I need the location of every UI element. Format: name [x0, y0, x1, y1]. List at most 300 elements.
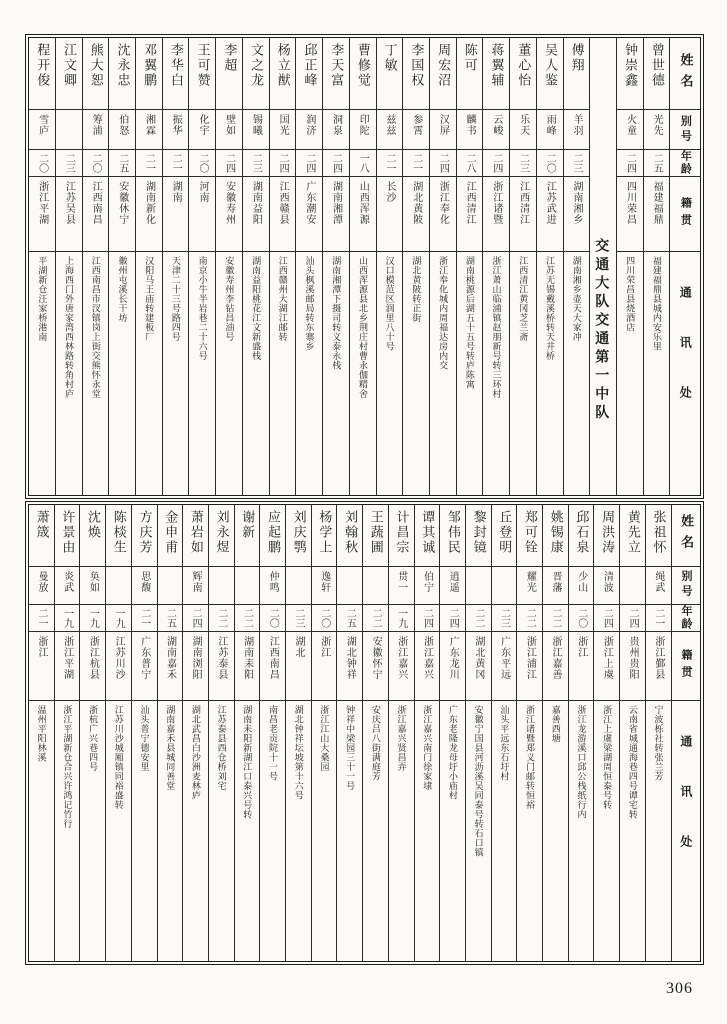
field-header-column: [669, 38, 700, 495]
person-name-cell: [83, 38, 109, 110]
person-alias-cell: [132, 567, 157, 605]
person-address-cell: [466, 701, 491, 962]
person-age-cell: [270, 150, 296, 177]
person-column: [376, 38, 403, 495]
header-contact-label-cell: [672, 701, 700, 962]
person-name-cell: [646, 505, 671, 567]
person-name: 刘翰秋: [343, 509, 359, 555]
person-column: [536, 38, 563, 495]
person-alias: 化宇: [196, 114, 208, 136]
person-address: 天津二十三号路四号: [170, 256, 181, 342]
person-origin-cell: [510, 177, 536, 252]
person-origin-cell: [163, 177, 189, 252]
person-alias-cell: [243, 110, 269, 150]
person-address-cell: [564, 252, 590, 495]
person-alias-cell: [56, 110, 82, 150]
person-alias: 少山: [575, 570, 587, 593]
person-column: [619, 505, 645, 962]
person-origin: 安徽怀宁: [370, 635, 382, 680]
person-name-cell: [189, 38, 215, 110]
person-age-cell: [216, 150, 242, 177]
person-origin: 湖南耒阳: [241, 635, 253, 680]
person-address: 湖北钟祥坛坡第十六号: [293, 704, 304, 800]
person-age: 二四: [624, 153, 636, 173]
person-age: 二五: [116, 153, 128, 173]
person-address: 嘉善西塘: [550, 704, 561, 743]
person-name-cell: [569, 505, 594, 567]
person-address: 南京小牛半岩巷二十六号: [197, 256, 208, 361]
person-name: 姚锡康: [548, 509, 564, 555]
person-age: 二二: [550, 607, 562, 628]
person-column: [482, 38, 509, 495]
person-origin: 湖北钟祥: [344, 635, 356, 680]
person-age-cell: [617, 150, 643, 177]
person-origin-cell: [350, 177, 376, 252]
person-alias-cell: [415, 567, 440, 605]
person-origin-cell: [312, 632, 337, 701]
person-column: [349, 38, 376, 495]
person-column: [563, 38, 590, 495]
person-alias-cell: [136, 110, 162, 150]
person-name-cell: [517, 505, 542, 567]
person-address-cell: [620, 701, 645, 962]
person-name: 邱石泉: [574, 509, 590, 555]
person-name: 程开俊: [35, 43, 51, 88]
person-alias-cell: [377, 110, 403, 150]
person-alias-cell: [29, 110, 55, 150]
person-age-cell: [594, 605, 619, 632]
person-age-cell: [132, 605, 157, 632]
person-address: 汕头平远东石圩村: [499, 704, 510, 781]
person-origin-cell: [537, 177, 563, 252]
person-name-cell: [415, 505, 440, 567]
person-origin: 湖南浏阳: [190, 635, 202, 680]
person-alias: 印陀: [357, 114, 369, 136]
person-age-cell: [517, 605, 542, 632]
person-column: [643, 38, 670, 495]
person-address: 江西清江黄冈芝兰斋: [518, 256, 529, 342]
person-age: 一九: [87, 607, 99, 628]
person-name: 谭其诚: [420, 509, 436, 555]
header-origin-label: 籍贯: [679, 648, 692, 683]
person-name-cell: [617, 38, 643, 110]
person-origin-cell: [260, 632, 285, 701]
header-age-label-cell: [672, 605, 700, 632]
person-origin-cell: [620, 632, 645, 701]
person-origin-cell: [492, 632, 517, 701]
person-address-cell: [510, 252, 536, 495]
person-name: 李国权: [409, 43, 425, 88]
person-origin-cell: [564, 177, 590, 252]
person-name: 李华白: [168, 43, 184, 88]
person-origin: 四川荣昌: [624, 181, 636, 225]
person-column: [388, 505, 414, 962]
person-origin-cell: [132, 632, 157, 701]
section-title: 交通大队交通第一中队: [593, 237, 609, 423]
person-origin: 福建福鼎: [651, 181, 663, 225]
person-age-cell: [312, 605, 337, 632]
person-origin-cell: [189, 177, 215, 252]
person-origin: 湖南新化: [143, 181, 155, 225]
person-name: 郑可铨: [523, 509, 538, 555]
header-alias-label-cell: [672, 567, 700, 605]
person-alias: 锡曦: [250, 114, 262, 136]
person-origin-cell: [517, 632, 542, 701]
person-name-cell: [644, 38, 670, 110]
person-origin: 浙江: [35, 635, 47, 658]
person-origin: 浙江: [318, 635, 330, 658]
person-column: [516, 505, 542, 962]
person-age-cell: [286, 605, 311, 632]
person-name-cell: [457, 38, 483, 110]
person-age: 二一: [410, 153, 422, 173]
person-name-cell: [29, 38, 55, 110]
person-address-cell: [543, 701, 568, 962]
person-name-cell: [56, 38, 82, 110]
person-origin-cell: [483, 177, 509, 252]
person-origin: 浙江嘉善: [550, 635, 562, 680]
person-column: [491, 505, 517, 962]
person-origin: 浙江上虞: [601, 635, 613, 680]
person-origin-cell: [80, 632, 105, 701]
person-alias: 国光: [277, 114, 289, 136]
person-name: 萧岩如: [188, 509, 204, 555]
person-origin-cell: [183, 632, 208, 701]
person-alias-cell: [163, 110, 189, 150]
person-name: 金申甫: [163, 509, 179, 555]
person-alias: 雪庐: [36, 114, 48, 136]
person-origin: 浙江浦江: [524, 635, 536, 680]
person-address-cell: [389, 701, 414, 962]
person-name-cell: [29, 505, 54, 567]
header-age-label: 年龄: [679, 604, 692, 631]
person-alias-cell: [337, 567, 362, 605]
person-address-cell: [594, 701, 619, 962]
person-alias-cell: [644, 110, 670, 150]
person-age: 二二: [241, 607, 253, 628]
person-alias-cell: [296, 110, 322, 150]
header-origin-label: 籍贯: [679, 197, 692, 231]
person-address-cell: [646, 701, 671, 962]
person-age-cell: [243, 150, 269, 177]
person-alias-cell: [466, 567, 491, 605]
person-name-cell: [80, 505, 105, 567]
person-alias-cell: [270, 110, 296, 150]
person-address-cell: [430, 252, 456, 495]
person-column: [456, 38, 483, 495]
person-address: 江苏川沙城厢镇同裕盛转: [113, 704, 124, 809]
person-name: 董心怡: [516, 43, 532, 88]
person-age-cell: [29, 150, 55, 177]
person-address: 浙江嘉兴贤昌弄: [396, 704, 407, 771]
person-age-cell: [323, 150, 349, 177]
person-address-cell: [403, 252, 429, 495]
person-alias-cell: [537, 110, 563, 150]
person-age-cell: [209, 605, 234, 632]
person-origin: 浙江诸暨: [490, 181, 502, 225]
person-column: [336, 505, 362, 962]
person-age: 二三: [517, 153, 529, 173]
person-age-cell: [403, 150, 429, 177]
person-column: [259, 505, 285, 962]
person-name: 谢新: [240, 509, 256, 540]
person-alias: 洞泉: [330, 114, 342, 136]
person-origin-cell: [377, 177, 403, 252]
person-alias: 麟书: [464, 114, 476, 136]
person-name-cell: [132, 505, 157, 567]
person-address: 浙江萧山临浦镇赵朋新号转三环村: [491, 256, 502, 399]
person-age-cell: [106, 605, 131, 632]
person-origin: 安徽休宁: [116, 181, 128, 225]
person-name: 陈可: [462, 43, 478, 73]
person-origin-cell: [617, 177, 643, 252]
person-name: 王蔬圃: [368, 509, 384, 555]
person-origin: 江西南昌: [267, 635, 279, 680]
header-age-label: 年龄: [679, 150, 692, 176]
person-age-cell: [537, 150, 563, 177]
person-address-cell: [312, 701, 337, 962]
person-age-cell: [55, 605, 80, 632]
person-address-cell: [286, 701, 311, 962]
person-age-cell: [569, 605, 594, 632]
person-age-cell: [564, 150, 590, 177]
person-age-cell: [109, 150, 135, 177]
person-origin-cell: [440, 632, 465, 701]
person-name-cell: [55, 505, 80, 567]
person-origin-cell: [106, 632, 131, 701]
person-name-cell: [620, 505, 645, 567]
person-address: 上海西门外唐家湾西林路转角村庐: [64, 256, 75, 399]
header-origin-label-cell: [672, 632, 700, 701]
person-alias-cell: [216, 110, 242, 150]
person-name: 张祖怀: [651, 509, 667, 555]
person-age: 二四: [190, 607, 202, 628]
person-name: 沈永忠: [115, 43, 131, 88]
person-name: 萧筬: [34, 509, 50, 540]
person-name-cell: [136, 38, 162, 110]
person-name: 杨学上: [317, 509, 333, 555]
person-column: [188, 38, 215, 495]
person-name: 曹修觉: [355, 43, 371, 88]
person-origin: 湖南益阳: [250, 181, 262, 225]
person-alias-cell: [564, 110, 590, 150]
person-address: 湖南耒阳新湖江口泰兴号转: [242, 704, 253, 819]
person-address-cell: [517, 701, 542, 962]
person-alias: 绳武: [652, 570, 664, 593]
person-origin: 湖南: [170, 181, 182, 203]
field-header-column: [671, 505, 700, 962]
person-alias-cell: [430, 110, 456, 150]
person-origin: 安徽寿州: [223, 181, 235, 225]
person-age-cell: [440, 605, 465, 632]
person-origin: 湖南嘉禾: [164, 635, 176, 680]
person-address-cell: [296, 252, 322, 495]
person-name-cell: [106, 505, 131, 567]
person-origin: 浙江嘉兴: [395, 635, 407, 680]
person-origin-cell: [363, 632, 388, 701]
person-address-cell: [189, 252, 215, 495]
person-origin-cell: [235, 632, 260, 701]
person-alias: 仲鸣: [267, 570, 279, 593]
person-address-cell: [235, 701, 260, 962]
person-address-cell: [163, 252, 189, 495]
person-age: 二三: [498, 607, 510, 628]
person-address: 浙江嘉兴南门徐家埭: [422, 704, 433, 790]
person-name-cell: [260, 505, 285, 567]
person-name-cell: [594, 505, 619, 567]
person-column: [295, 38, 322, 495]
person-address: 温州平阳林溪: [36, 704, 47, 762]
person-name: 王可赞: [195, 43, 211, 88]
person-origin: 浙江鄞县: [652, 635, 664, 680]
person-age: 二一: [143, 153, 155, 173]
person-alias: 思馥: [138, 570, 150, 593]
person-alias-cell: [158, 567, 183, 605]
header-name-label-cell: [670, 38, 700, 110]
person-name-cell: [270, 38, 296, 110]
person-address-cell: [80, 701, 105, 962]
person-name: 丘登明: [497, 509, 513, 555]
person-name-cell: [163, 38, 189, 110]
person-column: [234, 505, 260, 962]
person-column: [568, 505, 594, 962]
person-origin-cell: [270, 177, 296, 252]
section-title-column: [589, 38, 616, 495]
person-age-cell: [189, 150, 215, 177]
person-age-cell: [646, 605, 671, 632]
header-alias-label: 别号: [679, 114, 692, 145]
person-name: 陈棪生: [111, 509, 127, 555]
person-name-cell: [243, 38, 269, 110]
person-age-cell: [543, 605, 568, 632]
person-alias: 光先: [651, 114, 663, 136]
person-address: 安徽宁国县河沥溪吴同泰号转石口镇: [473, 704, 484, 857]
person-age-cell: [158, 605, 183, 632]
person-name-cell: [363, 505, 388, 567]
person-age-cell: [466, 605, 491, 632]
person-address-cell: [350, 252, 376, 495]
person-name-cell: [537, 38, 563, 110]
person-column: [285, 505, 311, 962]
person-origin: 广东潮安: [303, 181, 315, 225]
person-alias: 兹兹: [383, 114, 395, 136]
person-address-cell: [323, 252, 349, 495]
person-age: 二四: [437, 153, 449, 173]
person-column: [242, 38, 269, 495]
person-name-cell: [183, 505, 208, 567]
person-age: 二二: [524, 607, 536, 628]
person-column: [79, 505, 105, 962]
person-alias: 振华: [170, 114, 182, 136]
person-origin: 江西赣县: [277, 181, 289, 225]
person-origin-cell: [430, 177, 456, 252]
person-age: 二五: [651, 153, 663, 173]
person-age: 一九: [61, 607, 73, 628]
person-name: 熊大恕: [88, 43, 104, 88]
person-origin-cell: [296, 177, 322, 252]
header-contact-label-cell: [670, 252, 700, 495]
person-column: [29, 38, 55, 495]
person-name-cell: [296, 38, 322, 110]
person-age-cell: [235, 605, 260, 632]
person-column: [108, 38, 135, 495]
person-age: 二八: [464, 153, 476, 173]
person-age-cell: [136, 150, 162, 177]
person-age-cell: [389, 605, 414, 632]
person-origin-cell: [646, 632, 671, 701]
person-alias-cell: [440, 567, 465, 605]
person-origin-cell: [136, 177, 162, 252]
person-origin: 湖北: [292, 635, 304, 658]
person-name: 钟崇鑫: [623, 43, 639, 88]
person-origin: 广东龙川: [447, 635, 459, 680]
person-address: 山西浑源县北乡荆庄村曹永伽精舍: [357, 256, 368, 399]
header-name-label: 姓名: [678, 52, 694, 95]
person-column: [616, 38, 643, 495]
person-address-cell: [617, 252, 643, 495]
header-age-label-cell: [670, 150, 700, 177]
person-alias-cell: [109, 110, 135, 150]
person-origin: 江西清江: [517, 181, 529, 225]
person-alias: 壁如: [223, 114, 235, 136]
person-age-cell: [457, 150, 483, 177]
person-alias-cell: [510, 110, 536, 150]
person-age: 二三: [250, 153, 262, 173]
person-age: 一九: [113, 607, 125, 628]
person-alias-cell: [323, 110, 349, 150]
person-address: 浙江奉化城内周福达房内交: [438, 256, 449, 370]
person-origin: 江苏吴县: [63, 181, 75, 225]
person-name: 邓翼鹏: [142, 43, 158, 88]
person-origin-cell: [389, 632, 414, 701]
person-alias: 汉屏: [437, 114, 449, 136]
person-address-cell: [56, 252, 82, 495]
person-name: 李天富: [329, 43, 345, 88]
person-address: 湖南湘乡壶天大家冲: [571, 256, 582, 342]
person-name: 丁敏: [382, 43, 398, 73]
person-column: [131, 505, 157, 962]
person-address: 浙江诸暨郑义门邮转恒裕: [525, 704, 536, 809]
person-alias-cell: [83, 110, 109, 150]
person-alias: 羊羽: [571, 114, 582, 136]
person-alias: 筹浦: [90, 114, 102, 136]
person-column: [157, 505, 183, 962]
person-address: 浙江龙游溪口邱公栈纸行内: [576, 704, 587, 819]
person-name-cell: [483, 38, 509, 110]
person-age: 二四: [601, 607, 613, 628]
person-alias-cell: [106, 567, 131, 605]
person-age-cell: [163, 150, 189, 177]
person-address: 湖南湘潭下摄司转义泰永栈: [331, 256, 342, 370]
person-name: 周洪涛: [600, 509, 616, 555]
person-address-cell: [363, 701, 388, 962]
person-alias-cell: [189, 110, 215, 150]
person-alias: 湘霖: [143, 114, 155, 136]
person-column: [645, 505, 671, 962]
person-alias-cell: [312, 567, 337, 605]
person-age-cell: [644, 150, 670, 177]
person-name: 蒋翼辅: [489, 43, 505, 88]
person-address: 广东老隆龙母圩小庙村: [447, 704, 458, 800]
person-address-cell: [483, 252, 509, 495]
person-alias: 清波: [601, 570, 613, 593]
person-name: 黄先立: [625, 509, 641, 555]
person-alias: 参霄: [410, 114, 422, 136]
person-name-cell: [312, 505, 337, 567]
person-column: [322, 38, 349, 495]
person-column: [402, 38, 429, 495]
person-name: 方庆芳: [137, 509, 153, 555]
